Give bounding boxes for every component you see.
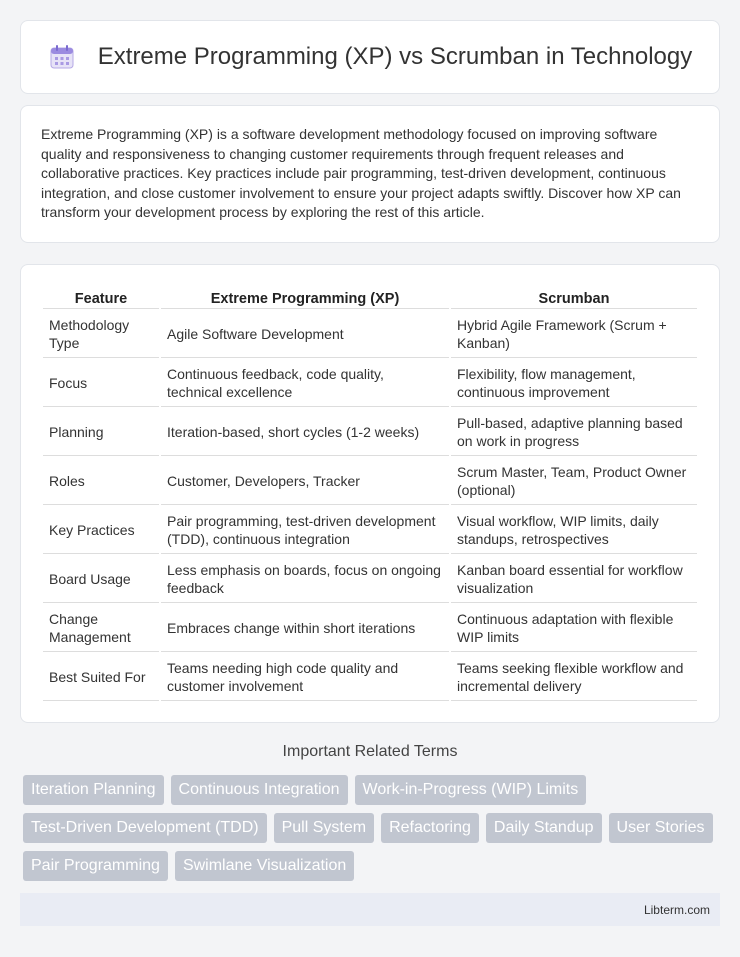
intro-card: [20, 105, 720, 243]
cell-xp: Embraces change within short iterations: [161, 605, 449, 652]
table-row: [43, 556, 697, 603]
cell-scrumban: Visual workflow, WIP limits, daily standups, retrospectives: [451, 507, 697, 554]
related-term-tag[interactable]: Swimlane Visualization: [175, 851, 354, 881]
related-terms-title: Important Related Terms: [282, 743, 458, 760]
related-term-tag[interactable]: Work-in-Progress (WIP) Limits: [355, 775, 587, 805]
table-row: [43, 458, 697, 505]
cell-xp: Continuous feedback, code quality, technical excellence: [161, 360, 449, 407]
footer: [20, 893, 720, 926]
table-row: [43, 507, 697, 554]
cell-feature: Roles: [43, 458, 159, 505]
cell-scrumban: Hybrid Agile Framework (Scrum + Kanban): [451, 311, 697, 358]
calendar-icon: [48, 43, 76, 71]
related-term-tag[interactable]: Pair Programming: [23, 851, 168, 881]
header-feature: Feature: [43, 287, 159, 309]
cell-feature: Methodology Type: [43, 311, 159, 358]
cell-scrumban: Scrum Master, Team, Product Owner (optional): [451, 458, 697, 505]
cell-xp: Agile Software Development: [161, 311, 449, 358]
related-terms-list: [23, 775, 723, 881]
cell-xp: Less emphasis on boards, focus on ongoing feedback: [161, 556, 449, 603]
cell-feature: Focus: [43, 360, 159, 407]
cell-feature: Best Suited For: [43, 654, 159, 701]
related-term-tag[interactable]: Continuous Integration: [171, 775, 348, 805]
cell-feature: Change Management: [43, 605, 159, 652]
page-title: Extreme Programming (XP) vs Scrumban in Technology: [97, 43, 693, 70]
cell-scrumban: Continuous adaptation with flexible WIP limits: [451, 605, 697, 652]
cell-scrumban: Teams seeking flexible workflow and incremental delivery: [451, 654, 697, 701]
table-row: [43, 311, 697, 358]
related-term-tag[interactable]: Pull System: [274, 813, 374, 843]
footer-site[interactable]: Libterm.com: [643, 902, 710, 917]
cell-xp: Pair programming, test-driven development (TDD), continuous integration: [161, 507, 449, 554]
table-row: [43, 409, 697, 456]
cell-scrumban: Flexibility, flow management, continuous improvement: [451, 360, 697, 407]
related-term-tag[interactable]: Refactoring: [381, 813, 479, 843]
related-term-tag[interactable]: User Stories: [609, 813, 713, 843]
header-card: [20, 20, 720, 94]
related-term-tag[interactable]: Iteration Planning: [23, 775, 164, 805]
cell-feature: Board Usage: [43, 556, 159, 603]
table-row: [43, 605, 697, 652]
header-xp: Extreme Programming (XP): [161, 287, 449, 309]
comparison-card: [20, 264, 720, 723]
header-scrumban: Scrumban: [451, 287, 697, 309]
table-row: [43, 360, 697, 407]
cell-scrumban: Pull-based, adaptive planning based on work in progress: [451, 409, 697, 456]
comparison-table: [41, 285, 699, 703]
related-term-tag[interactable]: Test-Driven Development (TDD): [23, 813, 267, 843]
intro-text: Extreme Programming (XP) is a software development methodology focused on improving software quality and responsiveness to changing customer requirements through frequent releases and collaborative practices. Key practices include pair programming, test-driven development, continuous integration, and close customer involvement to ensure your project adapts swiftly. Discover how XP can transform your development process by exploring the rest of this article.: [41, 126, 681, 220]
cell-xp: Teams needing high code quality and customer involvement: [161, 654, 449, 701]
cell-feature: Planning: [43, 409, 159, 456]
table-row: [43, 654, 697, 701]
cell-feature: Key Practices: [43, 507, 159, 554]
cell-scrumban: Kanban board essential for workflow visualization: [451, 556, 697, 603]
cell-xp: Iteration-based, short cycles (1-2 weeks): [161, 409, 449, 456]
cell-xp: Customer, Developers, Tracker: [161, 458, 449, 505]
related-term-tag[interactable]: Daily Standup: [486, 813, 602, 843]
table-header-row: [43, 287, 697, 309]
